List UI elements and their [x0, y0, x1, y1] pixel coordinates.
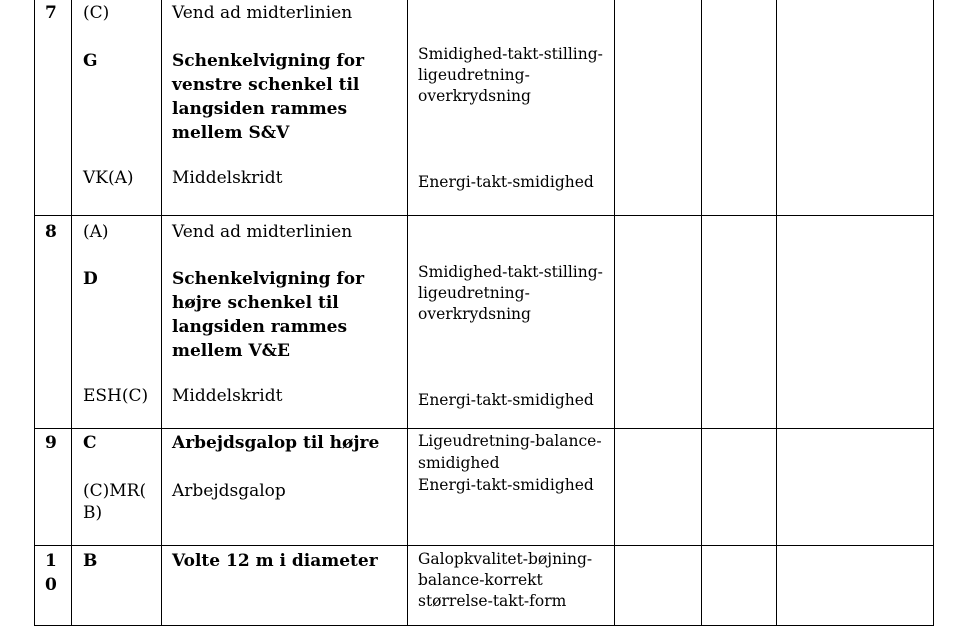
criteria-line: overkrydsning: [418, 87, 531, 105]
arena-letter: B): [83, 503, 103, 523]
arena-letter: D: [83, 269, 98, 289]
letter-cell: [72, 546, 162, 626]
movement-bold-line: mellem V&E: [172, 341, 290, 361]
arena-letter: (A): [83, 222, 109, 242]
criteria-line: Ligeudretning-balance-: [418, 432, 602, 450]
criteria-line: Energi-takt-smidighed: [418, 391, 594, 409]
remarks-cell[interactable]: [777, 429, 934, 546]
criteria-line: overkrydsning: [418, 305, 531, 323]
criteria-line: ligeudretning-: [418, 66, 530, 84]
exercise-number: 7: [45, 3, 57, 23]
table-row: [35, 546, 934, 626]
arena-letter: B: [83, 551, 98, 571]
arena-letter: (C)MR(: [83, 481, 147, 501]
movement-title: Vend ad midterlinien: [172, 222, 353, 242]
coefficient-cell[interactable]: [702, 546, 777, 626]
criteria-line: størrelse-takt-form: [418, 592, 567, 610]
remarks-cell[interactable]: [777, 546, 934, 626]
movement-last: Arbejdsgalop: [172, 481, 286, 501]
score-cell[interactable]: [615, 0, 702, 216]
movement-last: Middelskridt: [172, 168, 283, 188]
movement-bold-line: venstre schenkel til: [172, 75, 360, 95]
dressage-test-table: [34, 0, 934, 626]
letter-cell: [72, 0, 162, 216]
exercise-number: 9: [45, 433, 57, 453]
exercise-number-cell: [35, 0, 72, 216]
score-cell[interactable]: [615, 546, 702, 626]
criteria-line: Smidighed-takt-stilling-: [418, 45, 603, 63]
movement-bold-line: Volte 12 m i diameter: [172, 551, 378, 571]
criteria-cell: [408, 0, 615, 216]
arena-letter: VK(A): [83, 168, 134, 188]
criteria-line: Smidighed-takt-stilling-: [418, 263, 603, 281]
movement-bold-line: højre schenkel til: [172, 293, 339, 313]
criteria-line: Energi-takt-smidighed: [418, 173, 594, 191]
table-row: [35, 429, 934, 546]
coefficient-cell[interactable]: [702, 216, 777, 429]
letter-cell: [72, 216, 162, 429]
criteria-cell: [408, 546, 615, 626]
coefficient-cell[interactable]: [702, 0, 777, 216]
movement-bold-line: langsiden rammes: [172, 99, 348, 119]
criteria-line: Energi-takt-smidighed: [418, 476, 594, 494]
arena-letter: G: [83, 51, 98, 71]
movement-bold-line: Schenkelvigning for: [172, 269, 365, 289]
criteria-line: smidighed: [418, 454, 500, 472]
exercise-number: 1: [45, 551, 57, 571]
criteria-cell: [408, 216, 615, 429]
exercise-number: 8: [45, 222, 57, 242]
movement-cell: [162, 216, 408, 429]
arena-letter: C: [83, 433, 97, 453]
exercise-number-cell: [35, 429, 72, 546]
movement-bold-line: Schenkelvigning for: [172, 51, 365, 71]
movement-title: Vend ad midterlinien: [172, 3, 353, 23]
remarks-cell[interactable]: [777, 216, 934, 429]
movement-cell: [162, 0, 408, 216]
criteria-line: balance-korrekt: [418, 571, 543, 589]
movement-bold-line: langsiden rammes: [172, 317, 348, 337]
movement-cell: [162, 429, 408, 546]
exercise-number-cell: [35, 216, 72, 429]
movement-cell: [162, 546, 408, 626]
score-cell[interactable]: [615, 429, 702, 546]
exercise-number: 0: [45, 575, 57, 595]
coefficient-cell[interactable]: [702, 429, 777, 546]
remarks-cell[interactable]: [777, 0, 934, 216]
letter-cell: [72, 429, 162, 546]
criteria-line: ligeudretning-: [418, 284, 530, 302]
table-row: [35, 216, 934, 429]
movement-last: Middelskridt: [172, 386, 283, 406]
criteria-line: Galopkvalitet-bøjning-: [418, 550, 593, 568]
score-cell[interactable]: [615, 216, 702, 429]
arena-letter: ESH(C): [83, 386, 149, 406]
exercise-number-cell: [35, 546, 72, 626]
table-row: [35, 0, 934, 216]
movement-bold-line: mellem S&V: [172, 123, 290, 143]
arena-letter: (C): [83, 3, 110, 23]
movement-bold-line: Arbejdsgalop til højre: [172, 433, 380, 453]
criteria-cell: [408, 429, 615, 546]
